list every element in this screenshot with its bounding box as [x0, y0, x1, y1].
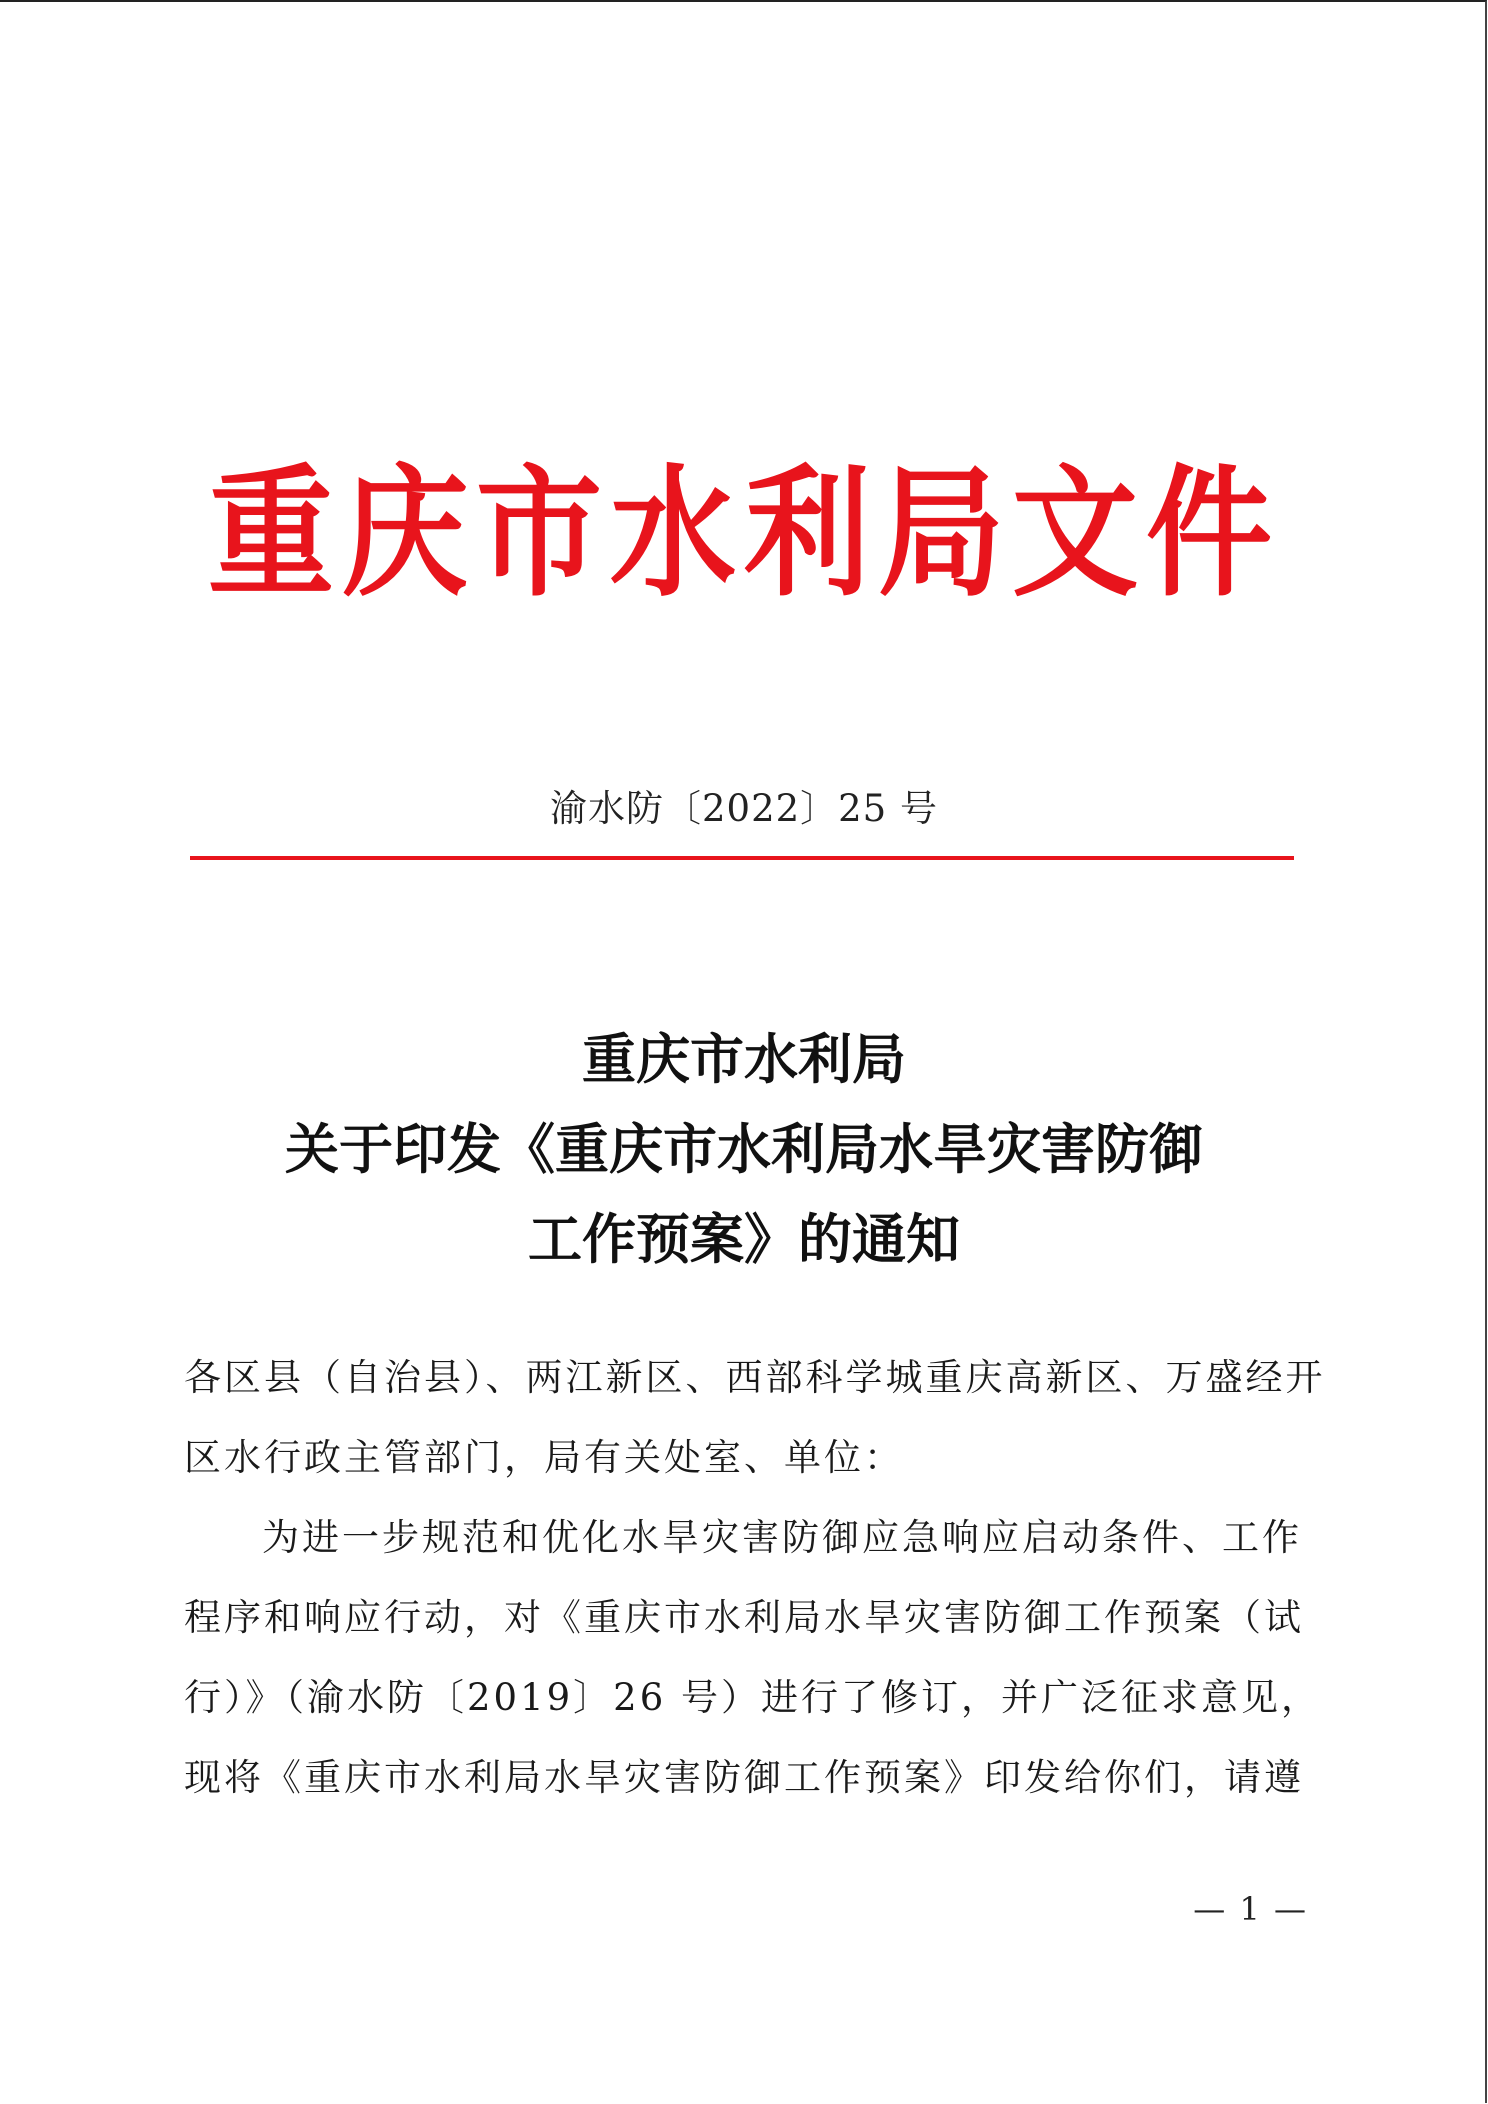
- paragraph-line-1: 为进一步规范和优化水旱灾害防御应急响应启动条件、工作: [262, 1516, 1302, 1559]
- document-body: [184, 1338, 1326, 1818]
- page-number: — 1 —: [1193, 1890, 1308, 1928]
- paragraph-line-4: 现将《重庆市水利局水旱灾害防御工作预案》印发给你们，请遵: [184, 1756, 1304, 1799]
- paragraph-line-3: 行）》（渝水防〔2019〕26 号）进行了修订，并广泛征求意见，: [184, 1676, 1322, 1719]
- addressee-line-2: 区水行政主管部门，局有关处室、单位：: [184, 1436, 904, 1479]
- addressee-line-1: 各区县（自治县）、两江新区、西部科学城重庆高新区、万盛经开: [184, 1356, 1326, 1399]
- title-line-3: 工作预案》的通知: [528, 1207, 960, 1271]
- paragraph-line-2: 程序和响应行动，对《重庆市水利局水旱灾害防御工作预案（试: [184, 1596, 1304, 1639]
- title-line-1: 重庆市水利局: [582, 1027, 906, 1091]
- title-line-2: 关于印发《重庆市水利局水旱灾害防御: [285, 1117, 1203, 1181]
- document-masthead: 重庆市水利局文件: [208, 450, 1280, 616]
- document-number: 渝水防〔2022〕25 号: [549, 787, 938, 830]
- red-divider-line: [190, 856, 1294, 860]
- document-title: [0, 1014, 1488, 1284]
